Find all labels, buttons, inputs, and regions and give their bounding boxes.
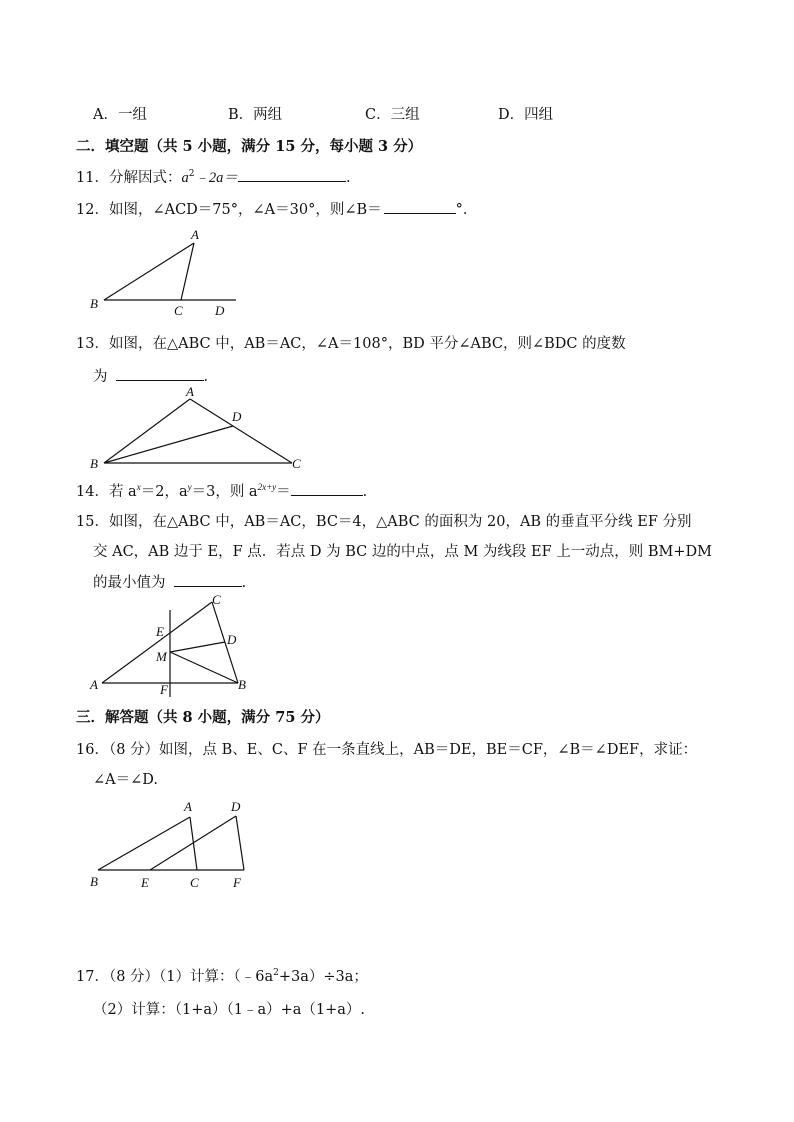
q12-label-d: D: [215, 303, 225, 318]
q13-number: 13．: [76, 336, 109, 352]
q12-label-b: B: [90, 296, 98, 311]
q13-line-bd: [104, 426, 233, 463]
q15-label-c: C: [212, 592, 221, 607]
q11-expr-a: a: [181, 170, 189, 186]
option-d: D．四组: [498, 107, 554, 123]
question-15-line1: [76, 510, 692, 531]
q15-label-e: E: [156, 624, 164, 639]
q12-line-ac: [181, 243, 194, 300]
q13-label-c: C: [292, 456, 301, 471]
q15-line3-pre: 的最小值为: [93, 575, 166, 591]
q13-line2-pre: 为: [93, 369, 108, 385]
q12-label-c: C: [174, 303, 183, 318]
q14-mid1: ＝2，a: [140, 484, 188, 500]
q16-line-ba: [98, 817, 190, 870]
q15-label-a: A: [90, 677, 98, 692]
q17-number: 17．: [76, 969, 109, 985]
q12-label-a: A: [191, 227, 199, 242]
q11-end: .: [345, 170, 351, 186]
q16-label-e: E: [141, 875, 149, 890]
option-a: A．一组: [93, 107, 147, 123]
q16-line2: ∠A＝∠D.: [93, 772, 158, 788]
q15-end: .: [241, 575, 247, 591]
q11-number: 11．: [76, 170, 109, 186]
option-b: B．两组: [228, 107, 283, 123]
q15-label-f: F: [160, 682, 168, 697]
q11-answer-blank[interactable]: [238, 168, 346, 182]
q16-label-c: C: [190, 875, 199, 890]
q14-sup-y: y: [187, 482, 192, 493]
q16-line-df: [236, 816, 244, 870]
question-11: [76, 166, 351, 187]
q16-label-f: F: [233, 875, 241, 890]
q17-part1-sup: 2: [273, 968, 279, 979]
q15-line-mb: [170, 652, 238, 683]
q14-mid3: ＝: [276, 484, 291, 500]
q12-answer-blank[interactable]: [384, 200, 456, 214]
section-3-heading: 三．解答题（共 8 小题，满分 75 分）: [76, 709, 330, 726]
q16-label-d: D: [231, 799, 241, 814]
q13-label-b: B: [90, 456, 98, 471]
q16-figure: [80, 795, 270, 895]
q13-end: .: [203, 369, 209, 385]
q11-expr-sup: 2: [188, 169, 195, 180]
q15-line1: 如图，在△ABC 中，AB＝AC，BC＝4，△ABC 的面积为 20，AB 的垂直平分线 EF 分别: [108, 514, 692, 530]
q14-sup-exp: 2x+y: [257, 482, 277, 493]
q16-number: 16．: [76, 742, 109, 758]
q13-label-a: A: [186, 385, 194, 399]
q14-end: .: [362, 484, 368, 500]
q13-answer-blank[interactable]: [116, 367, 204, 381]
q13-line-ba: [104, 399, 190, 463]
q16-label-b: B: [90, 874, 98, 889]
q13-line1: 如图，在△ABC 中，AB＝AC，∠A＝108°，BD 平分∠ABC，则∠BDC 的度数: [108, 336, 626, 352]
q15-line-md: [170, 642, 225, 652]
question-17: [76, 965, 368, 986]
q15-answer-blank[interactable]: [174, 573, 242, 587]
option-c: C．三组: [365, 107, 420, 123]
question-13: [76, 332, 626, 353]
q12-figure: [80, 225, 260, 320]
q16-label-a: A: [184, 799, 192, 814]
q15-line2: 交 AC，AB 边于 E，F 点．若点 D 为 BC 边的中点，点 M 为线段 EF 上一动点，则 BM+DM: [93, 544, 713, 560]
q15-label-b: B: [238, 677, 246, 692]
question-13-line2: [93, 365, 208, 386]
q16-line-ac: [190, 817, 197, 870]
q15-label-d: D: [227, 632, 237, 647]
q15-number: 15．: [76, 514, 109, 530]
q11-text: 分解因式：: [108, 170, 182, 186]
q16-line1: （8 分）如图，点 B、E、C、F 在一条直线上，AB＝DE，BE＝CF，∠B＝∠DEF，求证：: [108, 742, 698, 758]
q16-line-ed: [150, 816, 236, 870]
q17-part2: （2）计算：（1+a）（1﹣a）+a（1+a）.: [93, 1002, 366, 1018]
question-14: [76, 480, 367, 501]
q13-label-d: D: [232, 409, 242, 424]
q15-label-m: M: [156, 649, 167, 664]
q14-sup-x: x: [136, 482, 141, 493]
q17-part1-post: +3a）÷3a；: [278, 969, 368, 985]
q15-figure: [80, 590, 270, 700]
q12-end: °．: [455, 202, 478, 218]
q13-figure: [80, 385, 320, 475]
q12-number: 12．: [76, 202, 109, 218]
q17-part1-pre: （8 分）（1）计算：（﹣6a: [108, 969, 274, 985]
question-16: [76, 738, 697, 759]
question-12: [76, 198, 477, 219]
q14-answer-blank[interactable]: [291, 482, 363, 496]
q15-line-ac: [102, 602, 212, 683]
q14-pre: 若 a: [108, 484, 137, 500]
q14-mid2: ＝3，则 a: [191, 484, 258, 500]
q11-expr-rest: ﹣2a＝: [194, 170, 238, 186]
q14-number: 14．: [76, 484, 109, 500]
section-2-heading: 二．填空题（共 5 小题，满分 15 分，每小题 3 分）: [76, 138, 423, 155]
q12-line-ba: [104, 243, 194, 300]
q12-text: 如图，∠ACD＝75°，∠A＝30°，则∠B＝: [108, 202, 382, 218]
question-15-line3: [93, 571, 246, 592]
